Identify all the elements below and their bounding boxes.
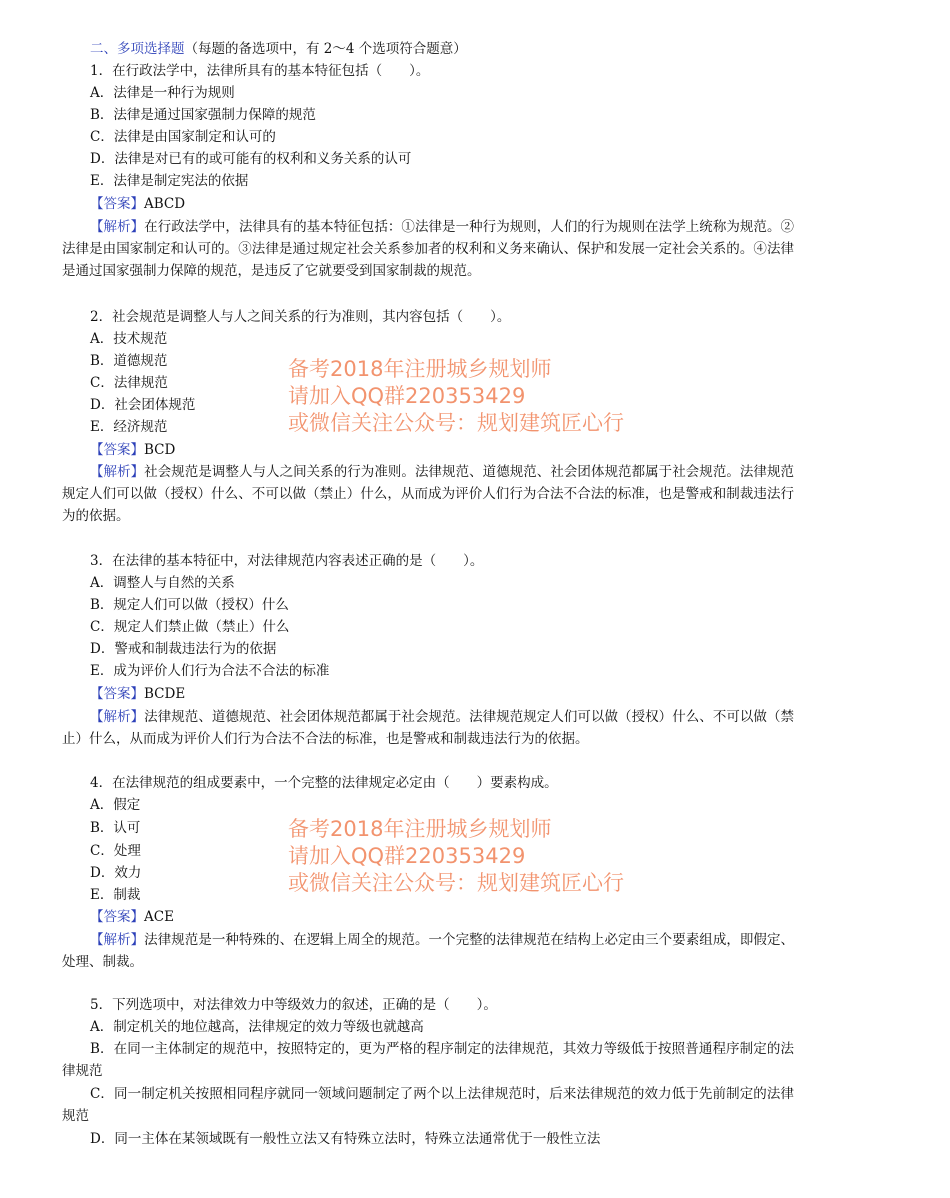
question-option: B．道德规范 bbox=[90, 353, 168, 369]
answer-tag: 【答案】 bbox=[90, 909, 144, 925]
watermark-line: 请加入QQ群220353429 bbox=[288, 384, 526, 408]
answer-tag: 【答案】 bbox=[90, 686, 144, 702]
analysis-tag: 【解析】 bbox=[90, 932, 145, 948]
question-option: E．经济规范 bbox=[90, 419, 168, 435]
question-stem: 2．社会规范是调整人与人之间关系的行为准则，其内容包括（ ）。 bbox=[90, 309, 511, 325]
question-option: A．调整人与自然的关系 bbox=[90, 575, 235, 591]
answer-value: BCDE bbox=[144, 686, 186, 702]
question-option: B．认可 bbox=[90, 820, 141, 836]
answer-line bbox=[90, 439, 175, 461]
analysis-paragraph bbox=[62, 461, 794, 527]
watermark-line: 或微信关注公众号：规划建筑匠心行 bbox=[288, 871, 624, 895]
section-note: （每题的备选项中，有 2～4 个选项符合题意） bbox=[184, 41, 467, 57]
section-title: 二、多项选择题 bbox=[90, 41, 185, 57]
answer-tag: 【答案】 bbox=[90, 196, 144, 212]
analysis-tag: 【解析】 bbox=[90, 464, 145, 480]
question-stem: 3．在法律的基本特征中，对法律规范内容表述正确的是（ ）。 bbox=[90, 553, 484, 569]
answer-value: BCD bbox=[144, 442, 176, 458]
question-stem: 1．在行政法学中，法律所具有的基本特征包括（ ）。 bbox=[90, 63, 430, 79]
question-option: C．规定人们禁止做（禁止）什么 bbox=[90, 619, 290, 635]
question-option: D．同一主体在某领域既有一般性立法又有特殊立法时，特殊立法通常优于一般性立法 bbox=[90, 1131, 601, 1147]
section-header bbox=[90, 38, 467, 60]
question-option: B．规定人们可以做（授权）什么 bbox=[90, 597, 289, 613]
watermark bbox=[288, 816, 624, 897]
answer-line bbox=[90, 906, 174, 928]
question-option: B．法律是通过国家强制力保障的规范 bbox=[90, 107, 316, 123]
analysis-paragraph bbox=[62, 706, 794, 750]
watermark-line: 备考2018年注册城乡规划师 bbox=[288, 817, 552, 841]
question-option: C．法律是由国家制定和认可的 bbox=[90, 129, 276, 145]
watermark-line: 请加入QQ群220353429 bbox=[288, 844, 526, 868]
question-option: E．制裁 bbox=[90, 887, 141, 903]
question-option: A．法律是一种行为规则 bbox=[90, 85, 235, 101]
question-stem: 5．下列选项中，对法律效力中等级效力的叙述，正确的是（ ）。 bbox=[90, 997, 497, 1013]
question-option: D．警戒和制裁违法行为的依据 bbox=[90, 641, 277, 657]
answer-line bbox=[90, 683, 185, 705]
question-option: C．法律规范 bbox=[90, 375, 168, 391]
answer-line bbox=[90, 193, 185, 215]
analysis-tag: 【解析】 bbox=[90, 219, 145, 235]
question-option: A．技术规范 bbox=[90, 331, 168, 347]
question-option: D．法律是对已有的或可能有的权利和义务关系的认可 bbox=[90, 151, 412, 167]
watermark bbox=[288, 356, 624, 437]
question-option: C．同一制定机关按照相同程序就同一领域问题制定了两个以上法律规范时，后来法律规范的效力低于先前制定的法律规范 bbox=[62, 1086, 794, 1124]
answer-value: ABCD bbox=[144, 196, 186, 212]
question-option: C．处理 bbox=[90, 843, 141, 859]
question-option: A．制定机关的地位越高，法律规定的效力等级也就越高 bbox=[90, 1019, 424, 1035]
question-option: A．假定 bbox=[90, 797, 141, 813]
watermark-line: 或微信关注公众号：规划建筑匠心行 bbox=[288, 411, 624, 435]
watermark-line: 备考2018年注册城乡规划师 bbox=[288, 357, 552, 381]
analysis-text: 在行政法学中，法律具有的基本特征包括：①法律是一种行为规则，人们的行为规则在法学上统称为规范。②法律是由国家制定和认可的。③法律是通过规定社会关系参加者的权利和义务来确认、保护和发展一定社会关系的。④法律是通过国家强制力保障的规范，是违反了它就要受到国家制裁的规范。 bbox=[62, 219, 795, 279]
answer-value: ACE bbox=[144, 909, 174, 925]
question-option: D．效力 bbox=[90, 865, 142, 881]
question-option: E．法律是制定宪法的依据 bbox=[90, 173, 249, 189]
question-option: D．社会团体规范 bbox=[90, 397, 196, 413]
analysis-paragraph bbox=[62, 929, 794, 973]
analysis-tag: 【解析】 bbox=[90, 709, 145, 725]
analysis-text: 法律规范、道德规范、社会团体规范都属于社会规范。法律规范规定人们可以做（授权）什么、不可以做（禁止）什么，从而成为评价人们行为合法不合法的标准，也是警戒和制裁违法行为的依据。 bbox=[62, 709, 795, 747]
analysis-text: 法律规范是一种特殊的、在逻辑上周全的规范。一个完整的法律规范在结构上必定由三个要素组成，即假定、处理、制裁。 bbox=[62, 932, 795, 970]
question-stem: 4．在法律规范的组成要素中，一个完整的法律规定必定由（ ）要素构成。 bbox=[90, 775, 558, 791]
answer-tag: 【答案】 bbox=[90, 442, 144, 458]
question-option: B．在同一主体制定的规范中，按照特定的，更为严格的程序制定的法律规范，其效力等级低于按照普通程序制定的法律规范 bbox=[62, 1041, 794, 1079]
analysis-paragraph bbox=[62, 216, 794, 282]
question-option: E．成为评价人们行为合法不合法的标准 bbox=[90, 663, 330, 679]
analysis-text: 社会规范是调整人与人之间关系的行为准则。法律规范、道德规范、社会团体规范都属于社会规范。法律规范规定人们可以做（授权）什么、不可以做（禁止）什么，从而成为评价人们行为合法不合法的标准，也是警戒和制裁违法行为的依据。 bbox=[62, 464, 795, 524]
